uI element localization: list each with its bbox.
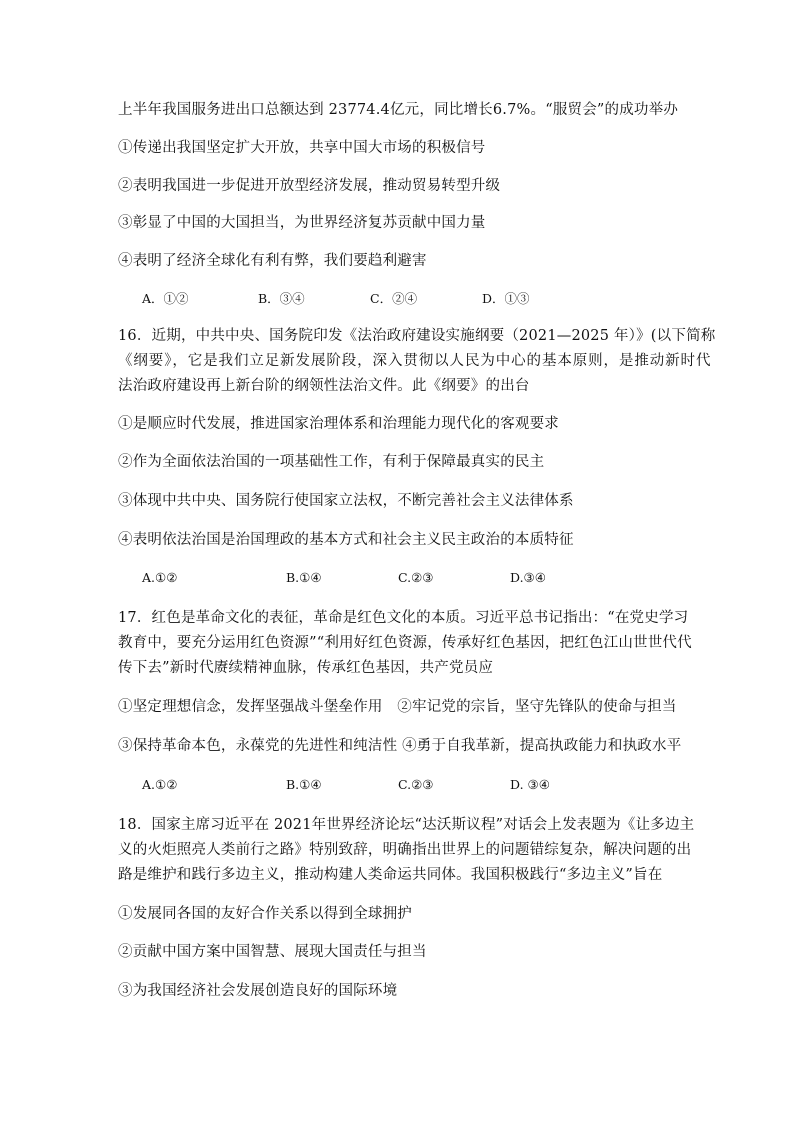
q16-option-d[interactable]: D.③④ [510, 570, 546, 585]
q15-item-2: ②表明我国进一步促进开放型经济发展，推动贸易转型升级 [118, 178, 501, 194]
q16-option-b[interactable]: B.①④ [286, 570, 322, 585]
q15-option-c[interactable]: C．②④ [370, 291, 418, 306]
q17-stem-line-1: 17．红色是革命文化的表征，革命是红色文化的本质。习近平总书记指出：“在党史学习 [118, 610, 689, 626]
q15-item-3: ③彰显了中国的大国担当，为世界经济复苏贡献中国力量 [118, 215, 486, 231]
q17-option-a[interactable]: A.①② [142, 777, 178, 792]
q16-stem-line-1: 16．近期，中共中央、国务院印发《法治政府建设实施纲要（2021—2025 年）》(以下简称 [118, 328, 716, 344]
q16-option-a[interactable]: A.①② [142, 570, 178, 585]
q16-item-4: ④表明依法治国是治国理政的基本方式和社会主义民主政治的本质特征 [118, 532, 574, 548]
q16-item-2: ②作为全面依法治国的一项基础性工作，有利于保障最真实的民主 [118, 454, 545, 470]
q15-option-b[interactable]: B．③④ [258, 291, 305, 306]
q16-stem-line-2: 《纲要》，它是我们立足新发展阶段，深入贯彻以人民为中心的基本原则，是推动新时代 [118, 353, 712, 369]
q17-option-d[interactable]: D. ③④ [510, 777, 550, 792]
q16-item-3: ③体现中共中央、国务院行使国家立法权，不断完善社会主义法律体系 [118, 493, 574, 509]
q16-option-c[interactable]: C.②③ [398, 570, 434, 585]
q18-item-3: ③为我国经济社会发展创造良好的国际环境 [118, 983, 398, 999]
q15-item-1: ①传递出我国坚定扩大开放，共享中国大市场的积极信号 [118, 140, 486, 156]
q18-stem-line-3: 路是维护和践行多边主义，推动构建人类命运共同体。我国积极践行“多边主义”旨在 [118, 867, 663, 883]
q15-option-a[interactable]: A．①② [142, 291, 189, 306]
q18-item-1: ①发展同各国的友好合作关系以得到全球拥护 [118, 906, 412, 922]
q18-stem-line-1: 18．国家主席习近平在 2021年世界经济论坛“达沃斯议程”对话会上发表题为《让多边主 [118, 817, 695, 833]
q17-item-row-2: ③保持革命本色，永葆党的先进性和纯洁性 ④勇于自我革新，提高执政能力和执政水平 [118, 738, 682, 754]
q17-item-row-1: ①坚定理想信念，发挥坚强战斗堡垒作用 ②牢记党的宗旨，坚守先锋队的使命与担当 [118, 699, 677, 715]
q15-item-4: ④表明了经济全球化有利有弊，我们要趋利避害 [118, 253, 427, 269]
q15-stem-line: 上半年我国服务进出口总额达到 23774.4亿元，同比增长6.7%。“服贸会”的成功举办 [118, 102, 679, 118]
q16-stem-line-3: 法治政府建设再上新台阶的纲领性法治文件。此《纲要》的出台 [118, 378, 530, 394]
q17-option-b[interactable]: B.①④ [286, 777, 322, 792]
q18-item-2: ②贡献中国方案中国智慧、展现大国责任与担当 [118, 944, 427, 960]
q18-stem-line-2: 义的火炬照亮人类前行之路》特别致辞，明确指出世界上的问题错综复杂，解决问题的出 [118, 842, 692, 858]
q16-item-1: ①是顺应时代发展，推进国家治理体系和治理能力现代化的客观要求 [118, 416, 559, 432]
q15-option-d[interactable]: D．①③ [482, 291, 530, 306]
q17-stem-line-2: 教育中，要充分运用红色资源”“利用好红色资源，传承好红色基因，把红色江山世世代代 [118, 635, 692, 651]
q17-option-c[interactable]: C.②③ [398, 777, 434, 792]
q17-stem-line-3: 传下去”新时代赓续精神血脉，传承红色基因，共产党员应 [118, 660, 494, 676]
